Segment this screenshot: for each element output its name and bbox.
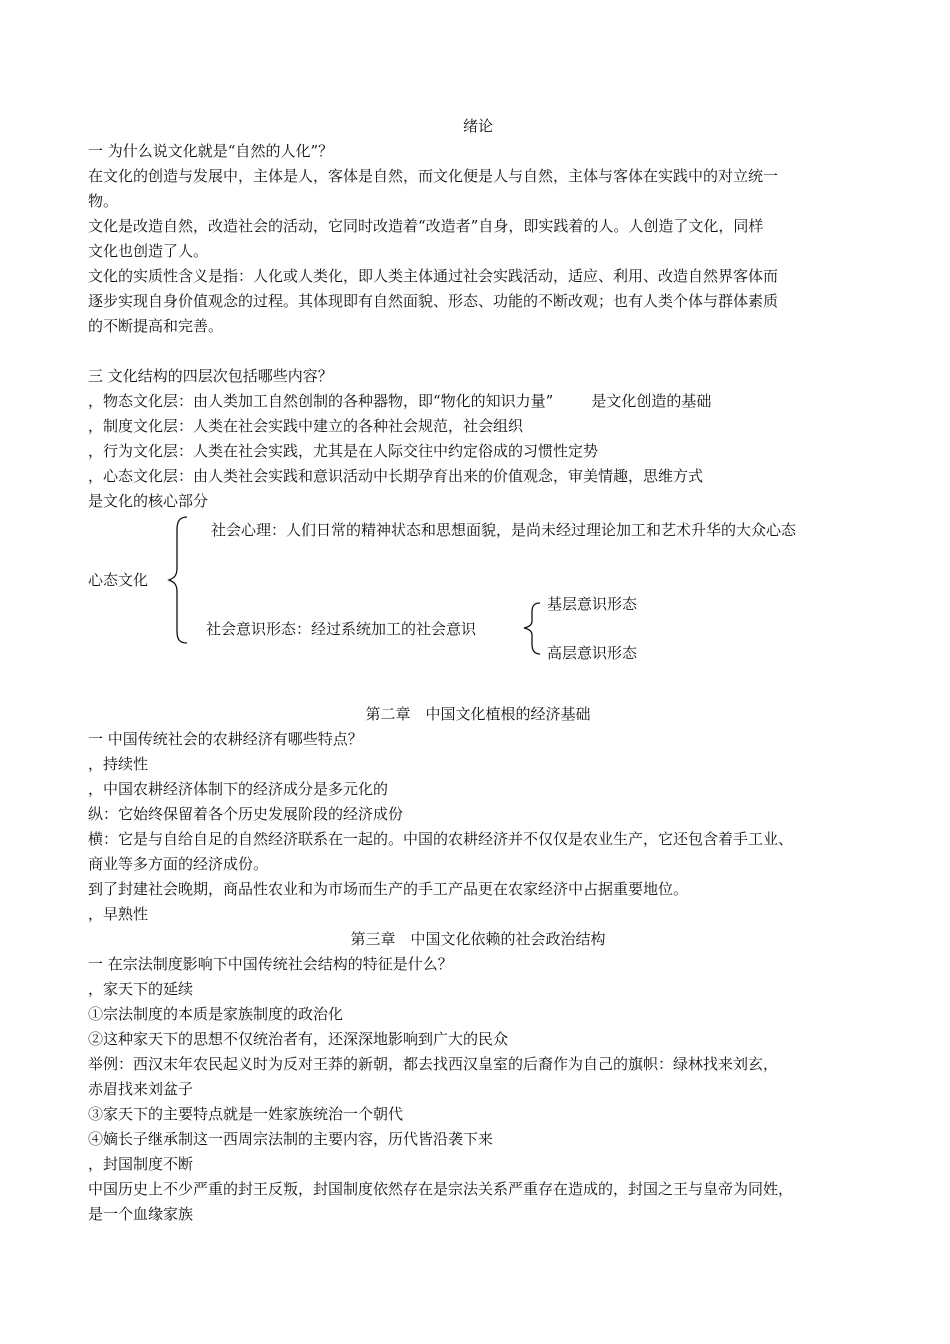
paragraph-line: 是一个血缘家族 bbox=[88, 1205, 194, 1223]
chapter-3-title: 第三章 中国文化依赖的社会政治结构 bbox=[350, 930, 606, 948]
mindset-culture-diagram bbox=[88, 514, 868, 684]
list-item: ，心态文化层：由人类社会实践和意识活动中长期孕育出来的价值观念，审美情趣，思维方式 bbox=[88, 467, 704, 485]
paragraph-line: 文化是改造自然，改造社会的活动，它同时改造着“改造者”自身，即实践着的人。人创造了文化，同样 bbox=[88, 217, 764, 235]
list-item: ，早熟性 bbox=[88, 905, 149, 923]
paragraph-line: 逐步实现自身价值观念的过程。其体现即有自然面貌、形态、功能的不断改观；也有人类个体与群体素质 bbox=[88, 292, 779, 310]
paragraph-line: 物。 bbox=[88, 192, 119, 210]
list-item bbox=[88, 389, 868, 414]
page-title: 绪论 bbox=[462, 117, 493, 135]
paragraph-line: 纵：它始终保留着各个历史发展阶段的经济成份 bbox=[88, 805, 404, 823]
list-item: ，持续性 bbox=[88, 755, 149, 773]
paragraph-line: 的不断提高和完善。 bbox=[88, 317, 224, 335]
paragraph-line: 赤眉找来刘盆子 bbox=[88, 1080, 194, 1098]
question-3: 三 文化结构的四层次包括哪些内容？ bbox=[88, 367, 333, 385]
paragraph-line: 到了封建社会晚期，商品性农业和为市场而生产的手工产品更在农家经济中占据重要地位。 bbox=[88, 880, 689, 898]
paragraph-line: ③家天下的主要特点就是一姓家族统治一个朝代 bbox=[88, 1105, 404, 1123]
paragraph-line: 举例：西汉末年农民起义时为反对王莽的新朝，都去找西汉皇室的后裔作为自己的旗帜：绿林找来刘玄， bbox=[88, 1055, 779, 1073]
left-brace bbox=[169, 517, 187, 643]
diagram-leaf-high-ideology: 高层意识形态 bbox=[547, 644, 638, 662]
question: 一 中国传统社会的农耕经济有哪些特点？ bbox=[88, 730, 363, 748]
diagram-branch-social-ideology: 社会意识形态：经过系统加工的社会意识 bbox=[206, 620, 477, 638]
paragraph-line: ②这种家天下的思想不仅统治者有，还深深地影响到广大的民众 bbox=[88, 1030, 509, 1048]
question-1: 一 为什么说文化就是“自然的人化”？ bbox=[88, 142, 334, 160]
paragraph-line: 文化的实质性含义是指：人化或人类化，即人类主体通过社会实践活动，适应、利用、改造自然界客体而 bbox=[88, 267, 779, 285]
paragraph-line: 商业等多方面的经济成份。 bbox=[88, 855, 269, 873]
list-item: ，家天下的延续 bbox=[88, 980, 194, 998]
list-item: ，中国农耕经济体制下的经济成分是多元化的 bbox=[88, 780, 389, 798]
list-item: ，行为文化层：人类在社会实践，尤其是在人际交往中约定俗成的习惯性定势 bbox=[88, 442, 599, 460]
blank-line bbox=[88, 339, 868, 364]
paragraph-line: 是文化的核心部分 bbox=[88, 492, 209, 510]
paragraph-line: 在文化的创造与发展中，主体是人，客体是自然，而文化便是人与自然，主体与客体在实践中的对立统一 bbox=[88, 167, 779, 185]
document-page bbox=[88, 114, 868, 1227]
diagram-branch-social-psychology: 社会心理：人们日常的精神状态和思想面貌，是尚未经过理论加工和艺术升华的大众心态 bbox=[211, 521, 797, 539]
paragraph-line: ①宗法制度的本质是家族制度的政治化 bbox=[88, 1005, 344, 1023]
diagram-leaf-basic-ideology: 基层意识形态 bbox=[547, 595, 638, 613]
diagram-root: 心态文化 bbox=[88, 571, 149, 589]
question: 一 在宗法制度影响下中国传统社会结构的特征是什么？ bbox=[88, 955, 453, 973]
list-item-text: 是文化创造的基础 bbox=[591, 392, 712, 410]
list-item: ，封国制度不断 bbox=[88, 1155, 194, 1173]
paragraph-line: ④嫡长子继承制这一西周宗法制的主要内容，历代皆沿袭下来 bbox=[88, 1130, 494, 1148]
chapter-2-title: 第二章 中国文化植根的经济基础 bbox=[365, 705, 591, 723]
list-item: ，制度文化层：人类在社会实践中建立的各种社会规范，社会组织 bbox=[88, 417, 524, 435]
paragraph-line: 横：它是与自给自足的自然经济联系在一起的。中国的农耕经济并不仅仅是农业生产，它还包含着手工业、 bbox=[88, 830, 794, 848]
right-brace bbox=[524, 603, 540, 654]
paragraph-line: 中国历史上不少严重的封王反叛，封国制度依然存在是宗法关系严重存在造成的，封国之王与皇帝为同姓， bbox=[88, 1180, 794, 1198]
list-item-text: ，物态文化层：由人类加工自然创制的各种器物，即“物化的知识力量” bbox=[88, 392, 554, 410]
paragraph-line: 文化也创造了人。 bbox=[88, 242, 209, 260]
